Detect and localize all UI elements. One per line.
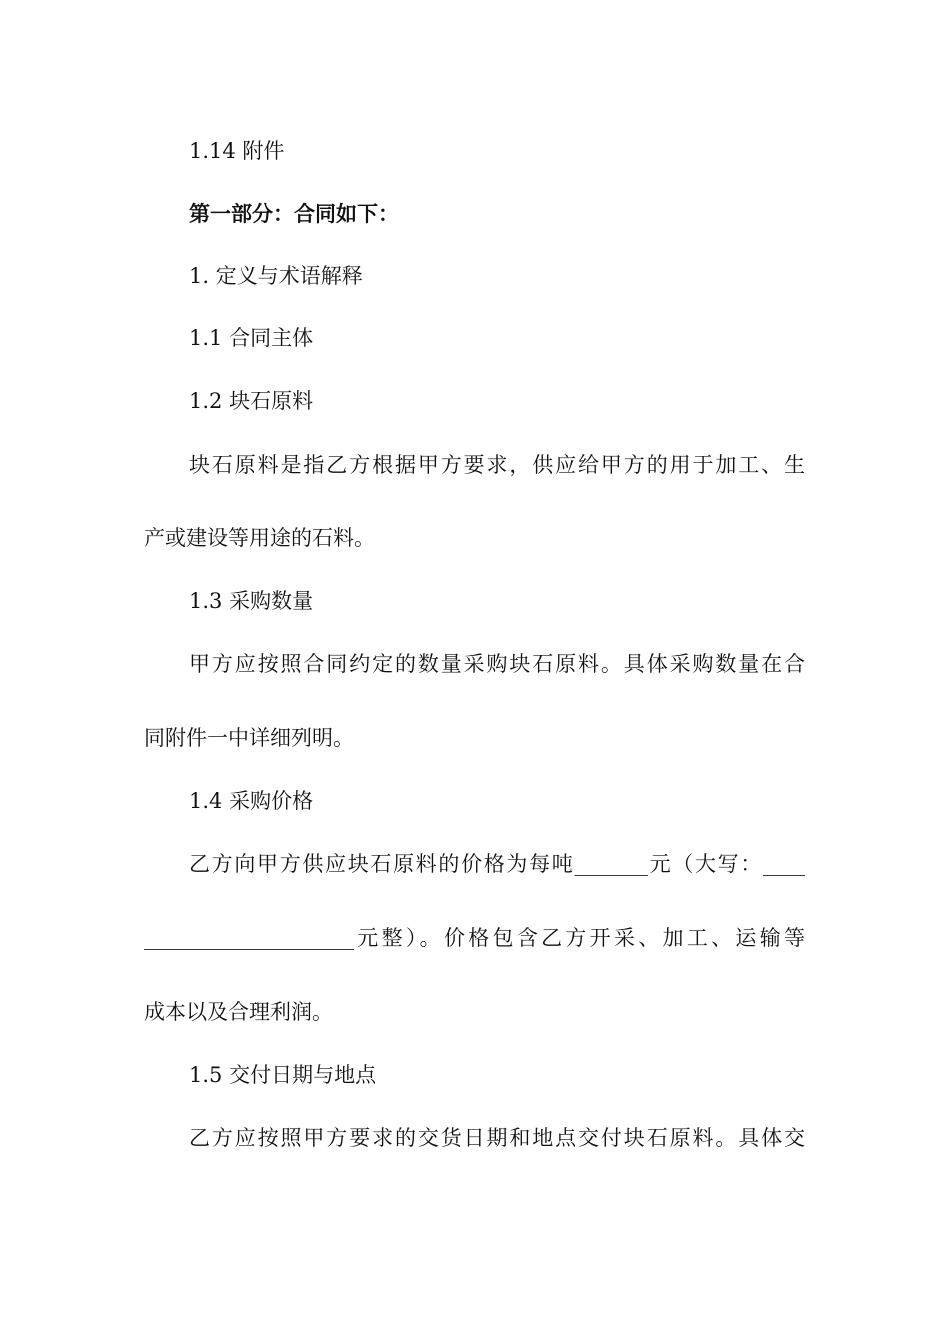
paragraph-1-4-line-2: ____________________元整）。价格包含乙方开采、加工、运输等 bbox=[144, 926, 805, 950]
paragraph-1-4-line-3: 成本以及合理利润。 bbox=[144, 1000, 333, 1024]
section-1-5-heading: 1.5 交付日期与地点 bbox=[189, 1063, 377, 1087]
paragraph-1-2-line-2: 产或建设等用途的石料。 bbox=[144, 526, 375, 550]
paragraph-1-5-line-1: 乙方应按照甲方要求的交货日期和地点交付块石原料。具体交 bbox=[189, 1126, 805, 1150]
paragraph-1-3-line-2: 同附件一中详细列明。 bbox=[144, 726, 354, 750]
paragraph-1-3-line-1: 甲方应按照合同约定的数量采购块石原料。具体采购数量在合 bbox=[189, 652, 805, 676]
section-1-3-heading: 1.3 采购数量 bbox=[189, 589, 314, 613]
section-1-heading: 1. 定义与术语解释 bbox=[189, 264, 363, 288]
heading-1-14-attachments: 1.14 附件 bbox=[189, 139, 285, 163]
paragraph-1-2-line-1: 块石原料是指乙方根据甲方要求，供应给甲方的用于加工、生 bbox=[189, 453, 805, 477]
section-1-2-heading: 1.2 块石原料 bbox=[189, 389, 314, 413]
section-1-4-heading: 1.4 采购价格 bbox=[189, 789, 314, 813]
part-one-heading: 第一部分：合同如下： bbox=[189, 201, 399, 226]
paragraph-1-4-line-1: 乙方向甲方供应块石原料的价格为每吨_______元（大写：____ bbox=[189, 852, 805, 876]
section-1-1-heading: 1.1 合同主体 bbox=[189, 326, 314, 350]
